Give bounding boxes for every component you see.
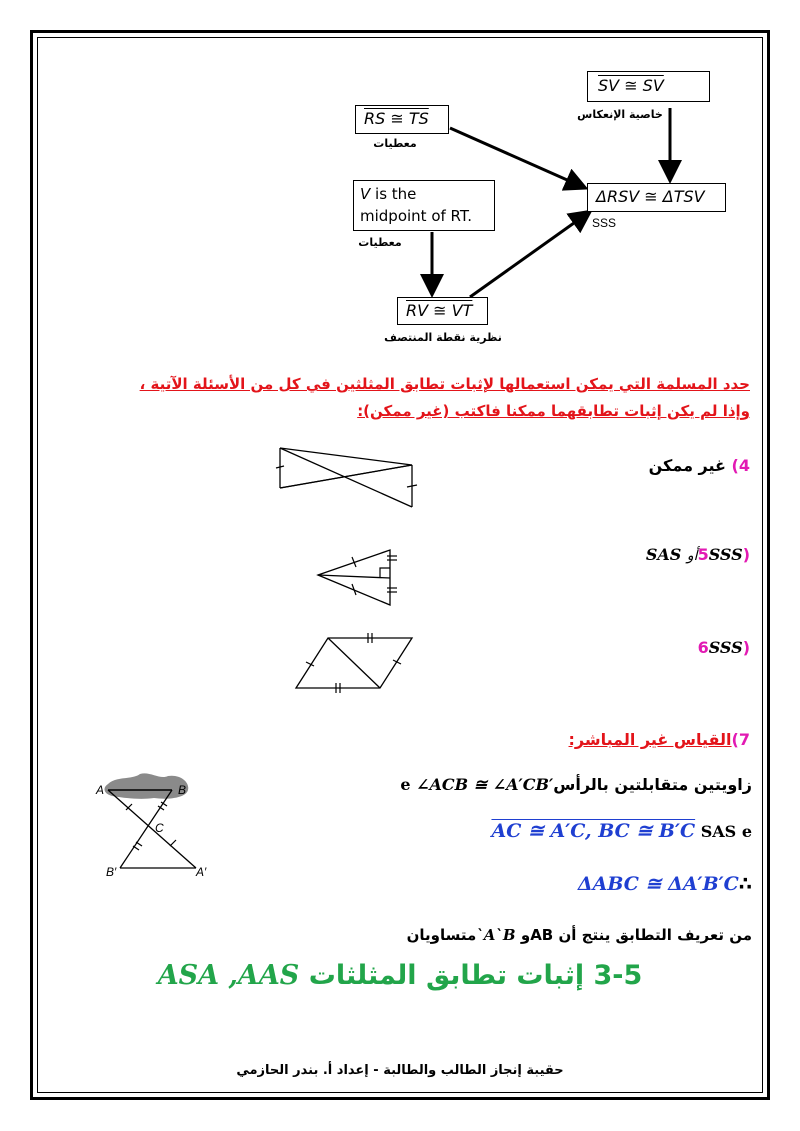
box-sv-text: SV ≅ SV <box>598 76 664 95</box>
question-5-number: (5 <box>697 545 750 564</box>
question-4-answer: غير ممكن <box>648 456 726 475</box>
statement-2-reason: SAS <box>700 822 737 841</box>
statement-3 <box>578 873 752 895</box>
statement-3-therefore: ∴ <box>738 873 752 895</box>
box-v-line1: is the <box>375 185 417 203</box>
box-v-var: V <box>360 185 371 203</box>
box-sv <box>587 71 710 102</box>
arrow-rs-to-result <box>450 128 583 187</box>
question-6-number: (6 <box>697 638 750 657</box>
note-sss: SSS <box>592 216 617 230</box>
statement-4-ab: AB <box>530 926 554 944</box>
question-5-join: أو <box>686 548 698 564</box>
note-midpoint-theorem: نظرية نقطة المنتصف <box>384 331 502 344</box>
question-5-answer-b: SAS <box>645 545 682 564</box>
statement-4-ab-prime: A`B` <box>476 926 516 944</box>
question-5 <box>646 545 750 564</box>
box-rv <box>397 297 488 325</box>
label-b: B <box>178 783 187 797</box>
figure-q4-bowtie <box>270 440 420 515</box>
statement-4-pre: من تعريف التطابق ينتج أن <box>558 926 752 944</box>
statement-1-math: ∠ACB ≅ ∠A′CB′ <box>416 775 554 794</box>
label-c: C <box>155 821 164 835</box>
question-5-answer-a: SSS <box>708 545 743 564</box>
statement-4-and: و <box>520 926 531 944</box>
figure-q5-kite <box>310 540 410 615</box>
question-6 <box>698 638 750 657</box>
statement-1-reason: زاويتين متقابلتين بالرأس <box>553 775 752 794</box>
instruction-line-1: حدد المسلمة التي يمكن استعمالها لإثبات تطابق المثلثين في كل من الأسئلة الآتية ، <box>139 375 750 393</box>
label-a: A <box>96 783 105 797</box>
note-given-2: معطيات <box>358 236 402 249</box>
box-rv-text: RV ≅ VT <box>406 301 473 320</box>
section-title-number: 3-5 <box>593 960 643 991</box>
statement-2-math: AC ≅ A′C, BC ≅ B′C <box>491 820 696 842</box>
box-v-line2: midpoint of RT. <box>360 207 473 225</box>
label-b-prime: B′ <box>106 865 117 879</box>
box-v-midpoint <box>353 180 495 231</box>
label-a-prime: A′ <box>196 865 207 879</box>
statement-3-math: ΔABC ≅ ΔA′B′C <box>577 873 739 895</box>
question-4 <box>649 456 750 475</box>
statement-2 <box>491 820 752 842</box>
instruction-line-2: وإذا لم يكن إثبات تطابقهما ممكنا فاكتب (غير ممكن): <box>357 402 750 420</box>
box-rs <box>355 105 449 134</box>
statement-4 <box>407 926 752 944</box>
question-6-answer: SSS <box>708 638 743 657</box>
box-rs-text: RS ≅ TS <box>364 109 429 128</box>
question-7-heading <box>569 730 750 749</box>
question-4-number: 4) <box>731 456 750 475</box>
section-title-text: إثبات تطابق المثلثات <box>308 960 585 991</box>
statement-4-post: متساويان <box>406 926 477 944</box>
note-given-1: معطيات <box>373 137 417 150</box>
question-7-title: القياس غير المباشر: <box>568 730 732 749</box>
section-title-math: ASA ,AAS <box>157 960 300 991</box>
note-reflexive: خاصية الإنعكاس <box>577 108 663 121</box>
statement-1 <box>400 775 752 794</box>
statement-1-tail: e <box>400 775 411 794</box>
question-7-number: 7) <box>731 730 750 749</box>
statement-2-tail: e <box>741 822 752 841</box>
box-result <box>587 183 726 212</box>
section-title <box>0 960 800 991</box>
box-result-text: ΔRSV ≅ ΔTSV <box>596 187 705 206</box>
figure-q7-crossed-triangles <box>88 772 218 882</box>
figure-q6-parallelogram <box>290 630 420 695</box>
footer: حقيبة إنجاز الطالب والطالبة - إعداد أ. بندر الحازمي <box>236 1063 564 1078</box>
